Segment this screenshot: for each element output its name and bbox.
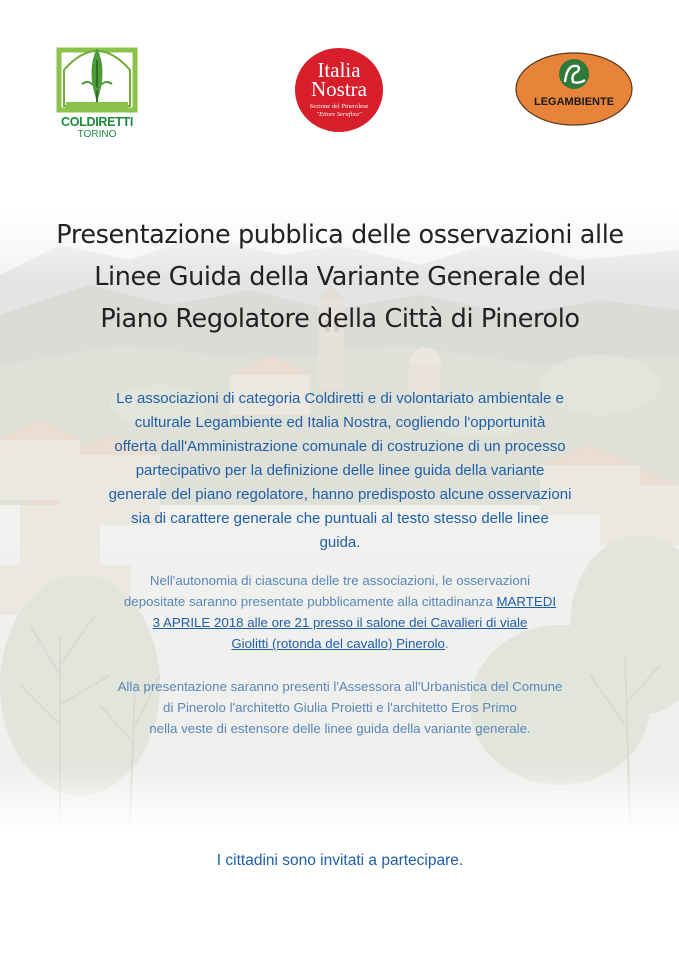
coldiretti-name: COLDIRETTI: [61, 115, 133, 129]
italia-nostra-logo: [294, 47, 384, 133]
intro-line: guida.: [319, 534, 361, 551]
coldiretti-subtitle: TORINO: [77, 129, 117, 140]
event-date-time-place: 3 APRILE 2018 alle ore 21 presso il salone dei Cavalieri di viale: [152, 615, 528, 630]
speakers-line: di Pinerolo l'architetto Giulia Proietti e l'architetto Eros Primo: [163, 700, 517, 715]
intro-line: sia di carattere generale che puntuali al testo stesso delle linee: [131, 510, 549, 527]
announcement-line: [70, 591, 610, 612]
announcement-text: depositate saranno presentate pubblicamente alla cittadinanza: [123, 594, 497, 609]
event-location: Giolitti (rotonda del cavallo) Pinerolo: [231, 636, 445, 651]
italia-nostra-line2: Nostra: [311, 77, 367, 101]
italia-nostra-line1: Italia: [317, 58, 361, 82]
announcement-paragraph: [70, 570, 610, 654]
intro-line: generale del piano regolatore, hanno predisposto alcune osservazioni: [108, 486, 572, 503]
title-line: Piano Regolatore della Città di Pinerolo: [100, 304, 580, 334]
intro-line: Le associazioni di categoria Coldiretti e di volontariato ambientale e: [116, 390, 564, 407]
closing-invitation: I cittadini sono invitati a partecipare.: [216, 852, 464, 869]
intro-paragraph: [70, 387, 610, 555]
coldiretti-emblem-icon: [56, 40, 138, 114]
title-line: Presentazione pubblica delle osservazioni alle: [56, 220, 624, 250]
italia-nostra-section: Sezione del Pinerolese: [309, 103, 369, 110]
legambiente-swan-icon: [515, 52, 633, 126]
page-title: [40, 214, 640, 340]
legambiente-name: LEGAMBIENTE: [533, 96, 615, 108]
intro-line: partecipativo per la definizione delle linee guida della variante: [135, 462, 545, 479]
announcement-line: Nell'autonomia di ciascuna delle tre associazioni, le osservazioni: [149, 573, 531, 588]
intro-line: culturale Legambiente ed Italia Nostra, cogliendo l'opportunità: [134, 414, 546, 431]
speakers-line: Alla presentazione saranno presenti l'Assessora all'Urbanistica del Comune: [117, 679, 563, 694]
coldiretti-logo: [56, 40, 138, 140]
speakers-line: nella veste di estensore delle linee guida della variante generale.: [149, 721, 531, 736]
title-line: Linee Guida della Variante Generale del: [94, 262, 586, 292]
announcement-period: .: [444, 636, 449, 651]
italia-nostra-dedication: "Ettore Serafino": [316, 111, 362, 118]
announcement-line: [70, 633, 610, 654]
speakers-paragraph: [70, 676, 610, 739]
event-date-day: MARTEDI: [496, 594, 557, 609]
intro-line: offerta dall'Amministrazione comunale di costruzione di un processo: [114, 438, 566, 455]
legambiente-logo: [515, 52, 633, 126]
